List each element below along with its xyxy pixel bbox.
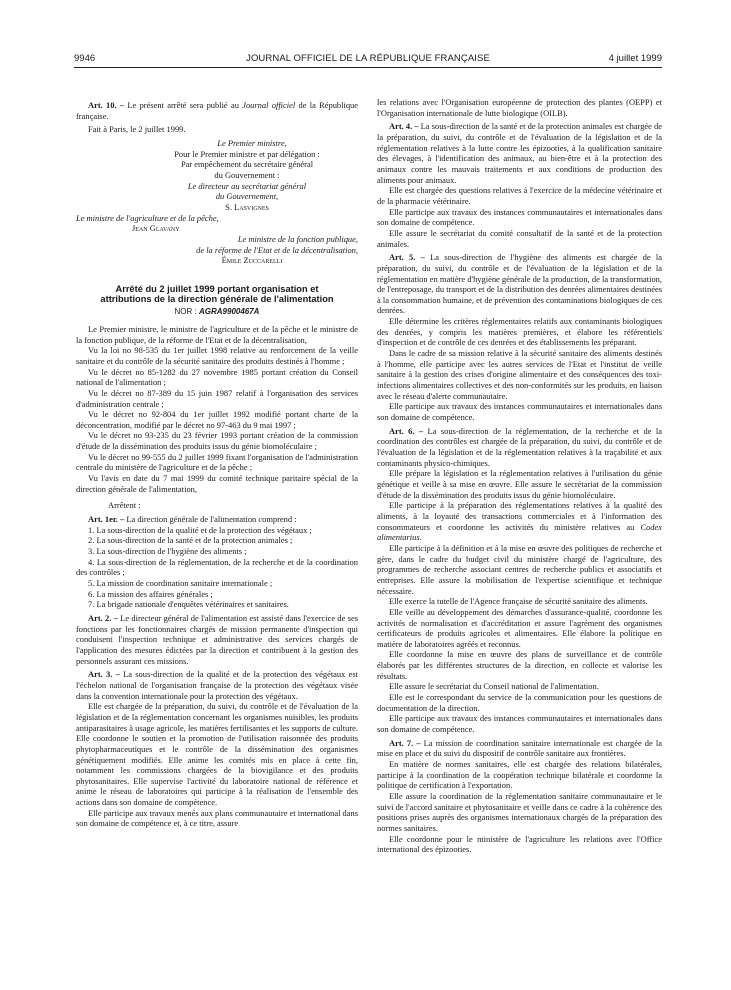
visa: Vu le décret no 93-235 du 23 février 1993 portant création de la commission d'étude de la dissémination des produits issus du génie biomoléculaire ; — [76, 430, 358, 452]
paragraph: Elle participe à la préparation des réglementations relatives à la qualité des aliments, à la loyauté des transactions commerciales et à l'information des consommateurs et coordonne les activités du ministère relatives au Codex alimentarius. — [377, 500, 662, 543]
paragraph: Elle participe aux travaux des instances communautaires et internationales dans son domaine de compétence. — [377, 206, 662, 228]
paragraph: Elle est chargée des questions relatives à l'exercice de la médecine vétérinaire et de la pharmacie vétérinaire. — [377, 185, 662, 206]
paragraph: Elle participe aux travaux des instances communautaires et internationales dans son domaine de compétence. — [377, 713, 662, 735]
minister-fp-title-2: de la réforme de l'Etat et de la décentralisation, — [196, 244, 358, 255]
gouvernement-line: du Gouvernement : — [214, 169, 280, 180]
preamble: Le Premier ministre, le ministre de l'agriculture et de la pêche et le ministre de la fonction publique, de la réforme de l'Etat et de la décentralisation, — [76, 323, 358, 345]
arretent: Arrêtent : — [108, 500, 141, 511]
header-rule — [74, 67, 662, 68]
paragraph: Elle assure le secrétariat du comité consultatif de la santé et de la protection animales. — [377, 227, 662, 249]
minister-agriculture-name: Jean Glavany — [132, 223, 180, 234]
list-item: 7. La brigade nationale d'enquêtes vétérinaires et sanitaires. — [88, 599, 289, 610]
paragraph: Elle participe à la définition et à la mise en œuvre des politiques de recherche et gère, dans le cadre du budget civil du ministère chargé de l'agriculture, des programmes de recherche associant centres de recherche publics et associatifs et entreprises. Elle assure la mobilisation de l'expertise scientifique et technique nécessaire. — [377, 542, 662, 596]
article-1: Art. 1er. – La direction générale de l'alimentation comprend : — [88, 514, 297, 525]
arrete-title: Arrêté du 2 juillet 1999 portant organisation et attributions de la direction générale de l'alimentation — [100, 283, 334, 305]
service-list — [76, 525, 358, 610]
signature-date: Fait à Paris, le 2 juillet 1999. — [88, 124, 186, 135]
paragraph: Elle prépare la législation et la réglementation relatives à l'utilisation du génie génétique et veille à sa mise en œuvre. Elle assure le secrétariat de la commission d'étude de la dissémination des produits issus du génie biomoléculaire. — [377, 468, 662, 500]
empechement-line: Par empêchement du secrétaire général — [180, 159, 314, 170]
list-item: 1. La sous-direction de la qualité et de la protection des végétaux ; — [88, 524, 312, 535]
visa: Vu la loi no 98-535 du 1er juillet 1998 relative au renforcement de la veille sanitaire et du contrôle de la sécurité sanitaire des produits destinés à l'homme ; — [76, 345, 358, 366]
signatory-name: S. Lasvignes — [225, 201, 269, 212]
paragraph: Elle coordonne pour le ministère de l'agriculture les relations avec l'Office international des épizooties. — [377, 833, 662, 855]
paragraph: Dans le cadre de sa mission relative à la sécurité sanitaire des aliments destinés à l'homme, elle participe avec les autres services de l'Etat et l'institut de veille sanitaire à la gestion des crises d'origine alimentaire et des conséquences des toxi-infections alimentaires collectives et des non-conformités sur les produits, en liaison avec le réseau d'alerte communautaire. — [377, 348, 662, 401]
list-item: 5. La mission de coordination sanitaire internationale ; — [88, 578, 273, 588]
visa: Vu le décret no 87-389 du 15 juin 1987 relatif à l'organisation des services d'administration centrale ; — [76, 387, 358, 409]
page-number: 9946 — [74, 53, 96, 64]
paragraph: Elle assure le secrétariat du Conseil national de l'alimentation. — [389, 681, 599, 692]
journal-title: JOURNAL OFFICIEL DE LA RÉPUBLIQUE FRANÇAISE — [246, 53, 490, 64]
paragraph: Elle participe aux travaux menés aux plans communautaire et international dans son domaine de compétence et, à ce titre, assure — [76, 807, 358, 829]
visa: Vu le décret no 85-1282 du 27 novembre 1985 portant création du Conseil national de l'alimentation ; — [76, 366, 358, 388]
minister-fp-name: Émile Zuccarelli — [221, 255, 283, 266]
article-4: Art. 4. – La sous-direction de la santé et de la protection animales est chargée de la préparation, du suivi, du contrôle et de l'évaluation de la législation et de la réglementation relatives à la lutte contre les épizooties, à la qualification sanitaire des élevages, à l'identification des animaux, au bien-être et à la protection des animaux contre les mauvais traitements et aux conditions de production des aliments pour animaux. — [377, 121, 663, 185]
list-item: 3. La sous-direction de l'hygiène des aliments ; — [88, 546, 247, 557]
visa: Vu le décret no 92-804 du 1er juillet 1992 modifié portant charte de la déconcentration, modifié par le décret no 97-463 du 9 mai 1997 ; — [76, 409, 358, 430]
issue-date: 4 juillet 1999 — [608, 53, 662, 64]
paragraph: Elle détermine les critères réglementaires relatifs aux contaminants biologiques des denrées, y compris les matières premières, et élabore les référentiels d'inspection et de contrôle de ces denrées et des établissements les préparant. — [377, 316, 662, 348]
article-2: Art. 2. – Le directeur général de l'alimentation est assisté dans l'exercice de ses fonctions par les fonctionnaires chargés de mission permanente d'inspection qui conduisent l'inspection technique et administrative des services chargés de l'application des mesures édictées par la direction et contribuent à la gestion des personnels assurant ces missions. — [76, 612, 358, 666]
paragraph: Elle exerce la tutelle de l'Agence française de sécurité sanitaire des aliments. — [389, 596, 648, 607]
paragraph: Elle assure la coordination de la réglementation sanitaire communautaire et le suivi de l'accord sanitaire et phytosanitaire et veille dans ce cadre à la cohérence des positions prises auprès des organismes internationaux chargés de la préparation des normes sanitaires. — [377, 791, 662, 833]
visa: Vu l'avis en date du 7 mai 1999 du comité technique paritaire spécial de la direction générale de l'alimentation, — [76, 473, 358, 494]
directeur-title: Le directeur au secrétariat général — [187, 180, 307, 191]
paragraph: Elle est chargée de la préparation, du suivi, du contrôle et de l'évaluation de la législation et de la réglementation concernant les organismes nuisibles, les produits antiparasitaires à usage agricole, les matières fertilisantes et les supports de culture. Elle coordonne le soutien et la promotion de l'utilisation raisonnée des produits phytopharmaceutiques et le contrôle de la dissémination des organismes génétiquement modifiés. Elle anime les comités mis en place à cette fin, notamment les commissions chargées de la biovigilance et des produits phytosanitaires. Elle supervise l'activité du laboratoire national de référence et anime le réseau de laboratoires qui participe à la réalisation de l'ensemble des actions dans son domaine de compétence. — [76, 701, 358, 808]
paragraph: Elle participe aux travaux des instances communautaires et internationales dans son domaine de compétence. — [377, 401, 662, 423]
list-item: 6. La mission des affaires générales ; — [88, 588, 213, 599]
list-item: 4. La sous-direction de la réglementation, de la recherche et de la coordination des contrôles ; — [76, 556, 358, 578]
article-10: Art. 10. – Le présent arrêté sera publié au Journal officiel de la République française. — [76, 100, 358, 121]
visa: Vu le décret no 99-555 du 2 juillet 1999 fixant l'organisation de l'administration centrale du ministère de l'agriculture et de la pêche ; — [76, 451, 358, 473]
signatory-title: Le Premier ministre, — [217, 137, 287, 148]
paragraph: les relations avec l'Organisation européenne de protection des plantes (OEPP) et l'Organisation internationale de lutte biologique (OILB). — [377, 97, 662, 118]
nor-reference: NOR : AGRA9900467A — [174, 307, 260, 317]
minister-agriculture: Le ministre de l'agriculture et de la pêche, — [76, 212, 219, 223]
paragraph: Elle veille au développement des démarches d'assurance-qualité, coordonne les activités de normalisation et d'accréditation et assure l'agrément des organismes certificateurs de produits agricoles et alimentaires. Elle élabore la politique en matière de laboratoires agréés et reconnus. — [377, 606, 662, 649]
paragraph: Elle est le correspondant du service de la communication pour les questions de documentation de la direction. — [377, 692, 662, 713]
article-7: Art. 7. – La mission de coordination sanitaire internationale est chargée de la mise en place et du suivi du dispositif de contrôle sanitaire aux frontières. — [377, 737, 662, 759]
article-5: Art. 5. – La sous-direction de l'hygiène des aliments est chargée de la préparation, du suivi, du contrôle et de l'évaluation de la législation et de la réglementation en matière d'hygiène générale de la production, de la transformation, de l'entreposage, du transport et de la distribution des denrées alimentaires destinées à la consommation humaine, et de prévention des contaminations biologiques de ces denrées. — [377, 252, 662, 316]
minister-fp-title: Le ministre de la fonction publique, — [237, 233, 358, 244]
article-3: Art. 3. – La sous-direction de la qualité et de la protection des végétaux est l'échelon national de l'organisation française de la protection des végétaux visée dans la convention internationale pour la protection des végétaux. — [76, 669, 358, 701]
page-header — [74, 53, 662, 67]
article-6: Art. 6. – La sous-direction de la réglementation, de la recherche et de la coordination des contrôles est chargée de la préparation, du suivi, du contrôle et de l'évaluation de la législation et de la réglementation relatives à la traçabilité et aux contaminants physico-chimiques. — [377, 425, 662, 468]
paragraph: En matière de normes sanitaires, elle est chargée des relations bilatérales, participe à la coordination de la coopération technique bilatérale et coordonne la politique de certification à l'exportation. — [377, 759, 662, 791]
left-column — [76, 100, 358, 829]
delegation-line: Pour le Premier ministre et par délégation : — [174, 148, 320, 159]
directeur-title-2: du Gouvernement, — [215, 191, 279, 202]
list-item: 2. La sous-direction de la santé et de la protection animales ; — [88, 535, 293, 546]
right-column — [377, 97, 662, 855]
paragraph: Elle coordonne la mise en œuvre des plans de surveillance et de contrôle élaborés par les différentes structures de la direction, en collecte et valorise les résultats. — [377, 649, 662, 681]
